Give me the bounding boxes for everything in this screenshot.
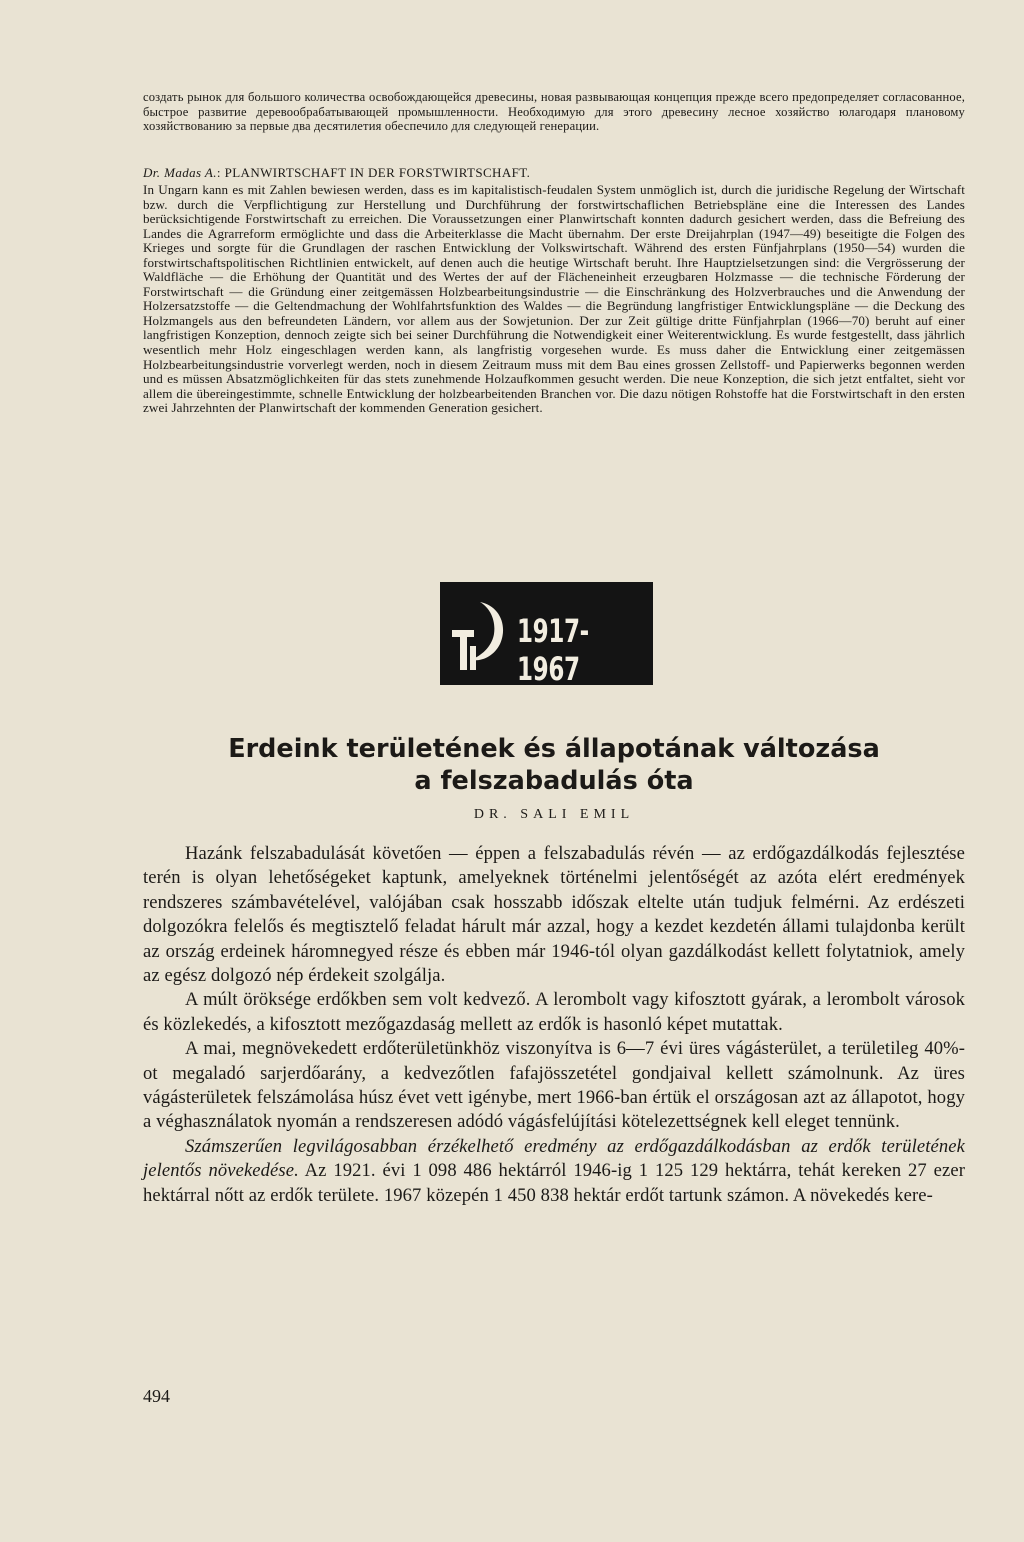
german-summary-author: Dr. Madas A. <box>143 165 217 180</box>
anniversary-emblem <box>440 582 653 688</box>
german-summary <box>143 183 965 416</box>
article-title-line-2: a felszabadulás óta <box>414 766 694 796</box>
article-paragraph-1: Hazánk felszabadulását követően — éppen a felszabadulás révén — az erdőgazdálkodás fejlesztése terén is olyan lehetőségeket kaptunk, amelyeknek történelmi jelentőségét az azóta elért eredmények rendszeres számbavételével, valójában csak hosszabb időszak eltelte után tudjuk felmérni. Az erdészeti dolgozókra felelős és megtisztelő feladat hárult már azzal, hogy a kezdet kezdetén állami tulajdonba került az ország erdeinek háromnegyed része és ebben már 1946-tól olyan gazdálkodást kellett folytatniok, amely az egész dolgozó nép érdekeit szolgálja. <box>143 843 965 987</box>
article-paragraph-4-emphasis: Számszerűen legvilágosabban érzékelhető eredmény az erdőgazdálkodásban az erdők területének jelentős növekedése. <box>143 1135 965 1182</box>
article-paragraph-4 <box>143 1135 965 1208</box>
article-body <box>143 842 965 1208</box>
article-paragraph-3: A mai, megnövekedett erdőterületünkhöz viszonyítva is 6—7 évi üres vágásterület, a területileg 40%-ot megaladó sarjerdőarány, a kedvezőtlen fafajösszetétel gondjaival kellett számolnunk. Az üres vágásterületek felszámolása húsz évet vett igénybe, mert 1966-ban értük el országosan azt az állapotot, hogy a véghasználatok nyomán a rendszeresen adódó vágásfelújítási kötelezettségnek kell eleget tennünk. <box>143 1038 965 1133</box>
article-author: DR. SALI EMIL <box>473 807 635 822</box>
article-paragraph-2: A múlt öröksége erdőkben sem volt kedvező. A lerombolt vagy kifosztott gyárak, a lerombolt városok és közlekedés, a kifosztott mezőgazdaság mellett az erdők is hasonló képet mutattak. <box>143 989 965 1035</box>
german-summary-heading: Dr. Madas A.: PLANWIRTSCHAFT IN DER FORSTWIRTSCHAFT. <box>143 165 531 180</box>
article-paragraph-4-rest: Az 1921. évi 1 098 486 hektárról 1946-ig 1 125 129 hektárra, tehát kereken 27 ezer hektárral nőtt az erdők területe. 1967 közepén 1 450 838 hektár erdőt tartunk számon. A növekedés kere- <box>143 1160 965 1206</box>
article-title-line-1: Erdeink területének és állapotának változása <box>228 734 880 764</box>
german-summary-text: In Ungarn kann es mit Zahlen bewiesen werden, dass es im kapitalistisch-feudalen System unmöglich ist, durch die juridische Regelung der Wirtschaft bzw. durch die Verpflichtigung zur Herstellung und Durchführung der forstwirtschaflichen Betriebspläne eine die Interessen des Landes berücksichtigende Forstwirtschaft zu erreichen. Die Voraussetzungen einer Planwirtschaft konnten dadurch gesichert werden, dass die Befreiung des Landes die Agrarreform ermöglichte und dass die Arbeiterklasse die Macht übernahm. Der erste Dreijahrplan (1947—49) beseitigte die Folgen des Krieges und sorgte für die Grundlagen der raschen Entwicklung der Volkswirtschaft. Während des ersten Fünfjahrplans (1950—54) wurden die forstwirtschaftspolitischen Richtlinien entwickelt, auf denen auch die heutige Wirtschaft beruht. Ihre Hauptzielsetzungen sind: die Vergrösserung der Waldfläche — die Erhöhung der Quantität und des Wertes der auf der Flächeneinheit erzeugbaren Holzmasse — die technische Förderung der Forstwirtschaft — die Gründung einer zeitgemässen Holzbearbeitungsindustrie — die Einschränkung des Holzverbrauches und die Anwendung der Holzersatzstoffe — die Geltendmachung der Wohlfahrtsfunktion des Waldes — die Begründung langfristiger Entwicklungspläne — die Deckung des Holzmangels aus den befreundeten Ländern, vor allem aus der Sowjetunion. Der zur Zeit gültige dritte Fünfjahrplan (1966—70) beruht auf einer langfristigen Konzeption, dennoch zeigte sich bei seiner Durchführung die Notwendigkeit einer Weiterentwicklung. Es wurde festgestellt, dass jährlich wesentlich mehr Holz eingeschlagen werden kann, als langfristig vorgesehen wurde. Es muss daher die Entwicklung einer zeitgemässen Holzbearbeitungsindustrie vorverlegt werden, noch in diesem Zeitraum muss mit dem Bau eines grossen Zellstoff- und Papierwerks begonnen werden und es müssen Absatzmöglichkeiten für das stets zunehmende Holzaufkommen gesucht werden. Die neue Konzeption, die sich jetzt entfaltet, sieht vor allem die übereingestimmte, schnelle Entwicklung der holzbearbeitenden Branchen vor. Die dazu nötigen Rohstoffe hat die Forstwirtschaft in den ersten zwei Jahrzehnten der Planwirtschaft der kommenden Generation gesichert. <box>143 182 965 416</box>
russian-summary: создать рынок для большого количества освобождающейся древесины, новая развывающая концепция прежде всего предопределяет согласованное, быстрое развитие деревообрабатывающей промышленности. Необходимую для этого древесину лесное хозяйство юлагодаря плановому хозяйствованию за первые два десятилетия обеспечило для следующей генерации. <box>143 90 965 134</box>
page-number: 494 <box>143 1386 170 1406</box>
german-summary-title: PLANWIRTSCHAFT IN DER FORSTWIRTSCHAFT. <box>224 165 531 180</box>
hammer-sickle-icon <box>450 596 510 674</box>
article-title <box>143 733 965 797</box>
anniversary-years: 1917-1967 <box>517 612 589 688</box>
